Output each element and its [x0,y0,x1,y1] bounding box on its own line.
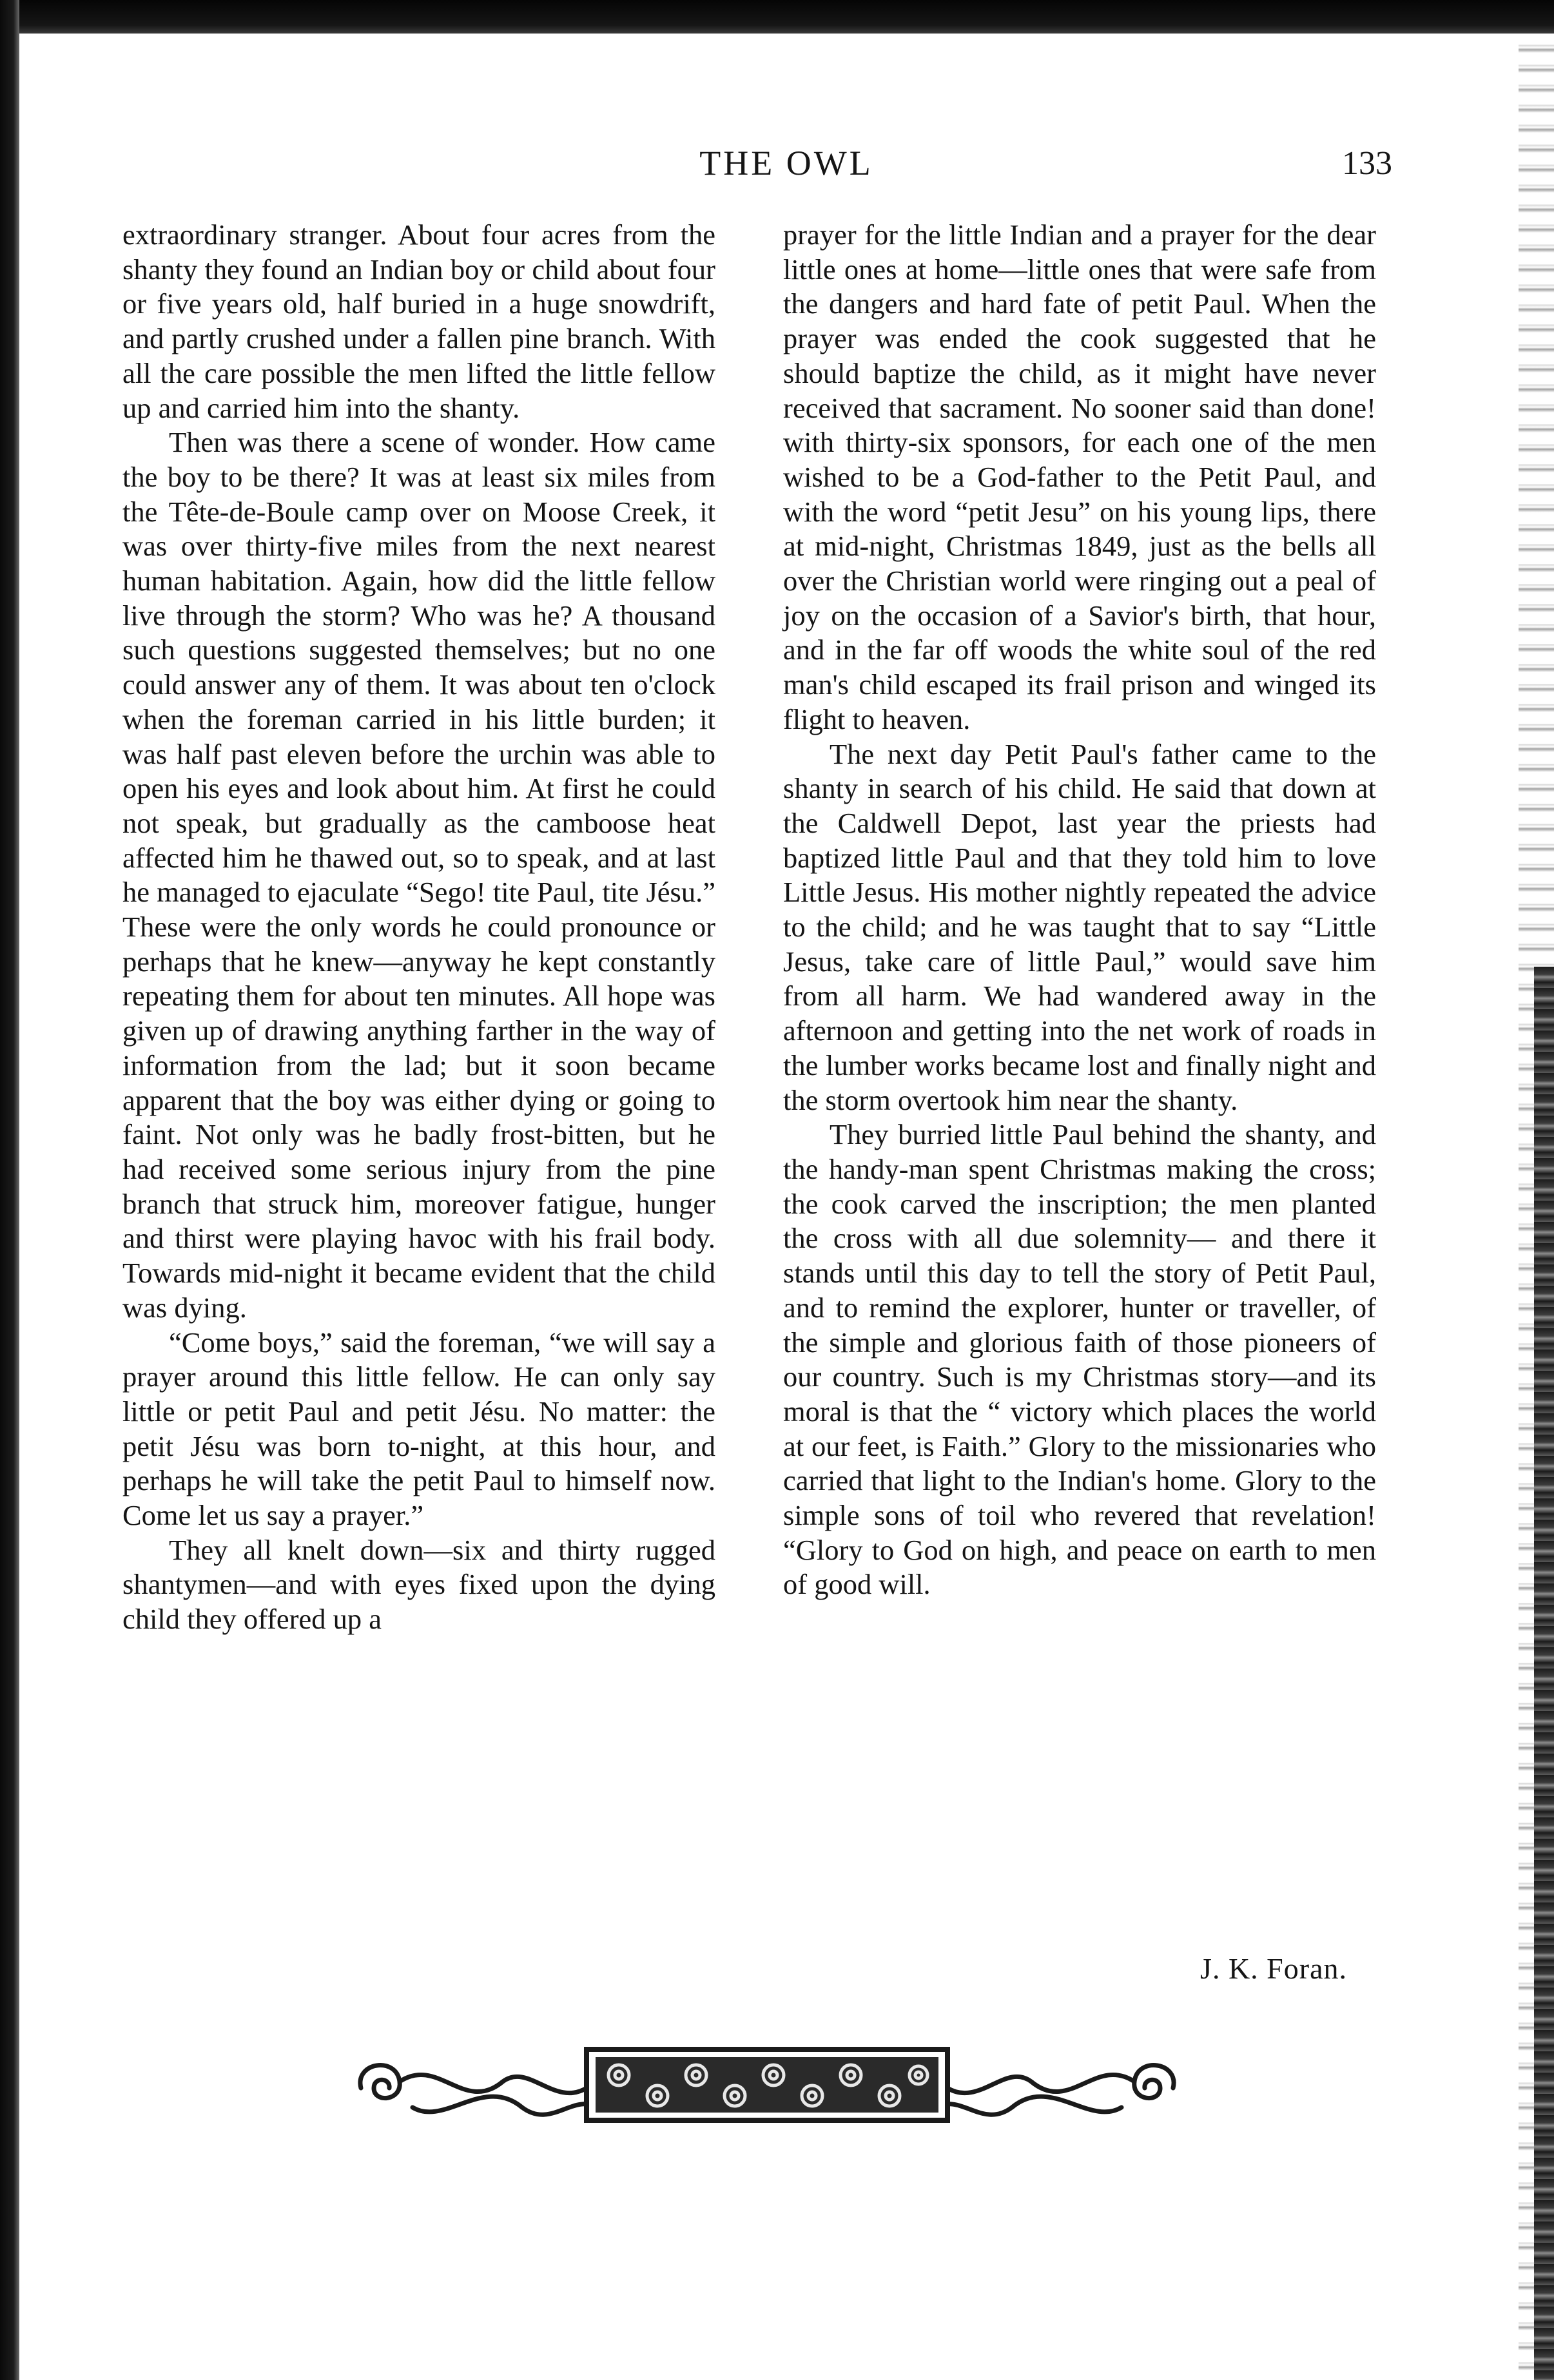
paragraph: prayer for the little Indian and a prayer for the dear little ones at home—little ones that were safe from the dangers and hard fate of petit Paul. When the prayer was ended the cook suggested that he should baptize the child, as it might have never received that sacrament. No sooner said than done! with thirty-six sponsors, for each one of the men wished to be a God-father to the Petit Paul, and with the word “petit Jesu” on his young lips, there at mid-night, Christmas 1849, just as the bells all over the Christian world were ringing out a peal of joy on the occasion of a Savior's birth, that hour, and in the far off woods the white soul of the red man's child escaped its frail prison and winged its flight to heaven. [783,218,1376,735]
right-column [783,218,1376,1602]
scan-right-edge-dark [1534,967,1554,2380]
running-title: THE OWL [699,144,873,182]
paragraph: They burried little Paul behind the shanty, and the handy-man spent Christmas making the cross; the cook carved the inscription; the men planted the cross with all due solemnity— and there it stands until this day to tell the story of Petit Paul, and to remind the explorer, hunter or traveller, of the simple and glorious faith of those pioneers of our country. Such is my Christmas story—and its moral is that the “ victory which places the world at our feet, is Faith.” Glory to the missionaries who carried that light to the Indian's home. Glory to the simple sons of toil who revered that revelation! “Glory to God on high, and peace on earth to men of good will. [783,1118,1376,1601]
paragraph: They all knelt down—six and thirty rugged shantymen—and with eyes fixed upon the dying child they offered up a [122,1533,715,1636]
left-column [122,218,715,1637]
scroll-ornament [335,2037,1199,2133]
paragraph: extraordinary stranger. About four acres from the shanty they found an Indian boy or child about four or five years old, half buried in a huge snowdrift, and partly crushed under a fallen pine branch. With all the care possible the men lifted the little fellow up and carried him into the shanty. [122,218,715,424]
scan-left-border [0,0,19,2380]
page-number: 133 [1342,145,1392,182]
paragraph: Then was there a scene of wonder. How came the boy to be there? It was at least six miles from the Tête-de-Boule camp over on Moose Creek, it was over thirty-five miles from the next nearest human habitation. Again, how did the little fellow live through the storm? Who was he? A thousand such questions suggested themselves; but no one could answer any of them. It was about ten o'clock when the foreman carried in his little burden; it was half past eleven before the urchin was able to open his eyes and look about him. At first he could not speak, but gradually as the camboose heat affected him he thawed out, so to speak, and at last he managed to ejaculate “Sego! tite Paul, tite Jésu.” These were the only words he could pronounce or perhaps that he knew—anyway he kept constantly repeating them for about ten minutes. All hope was given up of drawing anything farther in the way of information from the lad; but it soon became apparent that the boy was either dying or going to faint. Not only was he badly frost-bitten, but he had received some serious injury from the pine branch that struck him, moreover fatigue, hunger and thirst were playing havoc with his frail body. Towards mid-night it became evident that the child was dying. [122,426,715,1324]
paragraph: “Come boys,” said the foreman, “we will say a prayer around this little fellow. He can only say little or petit Paul and petit Jésu. No matter: the petit Jésu was born to-night, at this hour, and perhaps he will take the petit Paul to himself now. Come let us say a prayer.” [122,1326,715,1532]
paragraph: The next day Petit Paul's father came to the shanty in search of his child. He said that down at the Caldwell Depot, last year the priests had baptized little Paul and that they told him to love Little Jesus. His mother nightly repeated the advice to the child; and he was taught that to say “Little Jesus, take care of little Paul,” would save him from all harm. We had wandered away in the afternoon and getting into the net work of roads in the lumber works became lost and finally night and the storm overtook him near the shanty. [783,737,1376,1116]
author-signature: J. K. Foran. [1200,1952,1347,1985]
scan-top-border [0,0,1554,34]
page-header [103,143,1392,195]
